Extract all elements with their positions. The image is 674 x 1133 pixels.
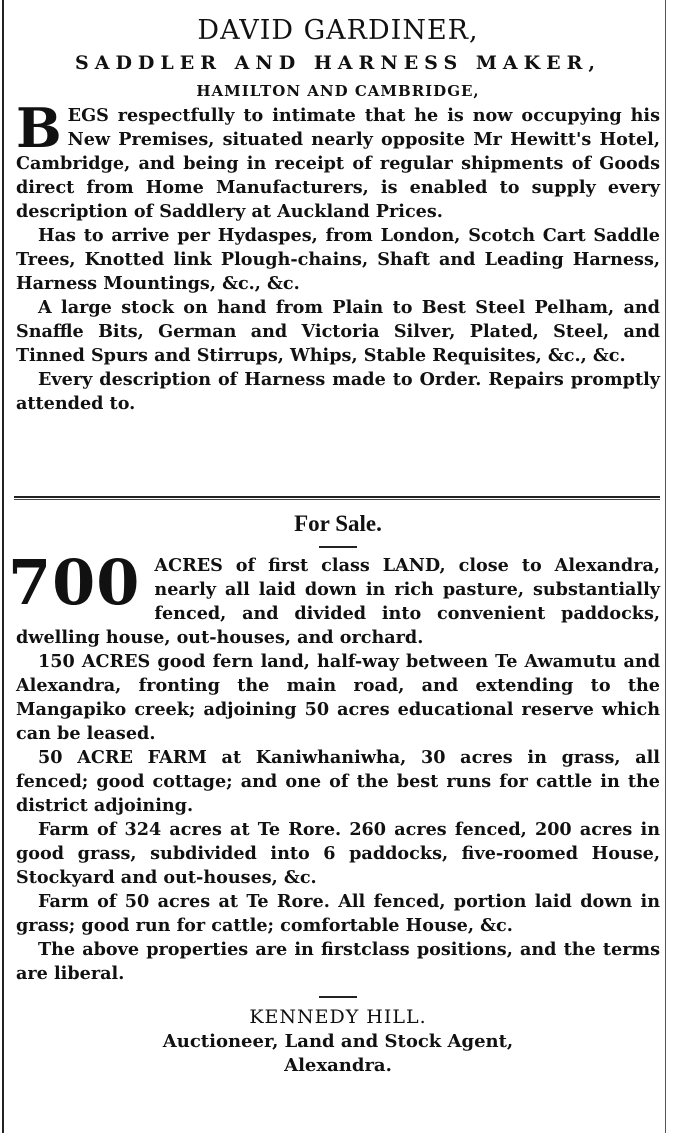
intro-text: EGS respectfully to intimate that he is now occupying his New Premises, situated nearly opposite Mr Hewitt's Hotel, Cambridge, and being in receipt of regular shipments of Goods direct from Home Manufacturers, is enabled to supply every description of Saddlery at Auckland Prices. [16, 105, 660, 222]
section-divider [14, 496, 660, 498]
heading-rule [319, 546, 357, 548]
for-sale-heading: For Sale. [294, 511, 382, 536]
advertiser-trade: SADDLER AND HARNESS MAKER, [74, 52, 601, 74]
drop-cap-letter: B [16, 96, 62, 160]
saddler-advertisement [16, 14, 660, 416]
agent-location: Alexandra. [284, 1055, 392, 1076]
listing-700-acres [8, 546, 660, 650]
listing-50-acres-te-rore: Farm of 50 acres at Te Rore. All fenced, portion laid down in grass; good run for cattle; comfortable House, &c. [16, 891, 660, 936]
signature-rule [319, 996, 357, 998]
drop-cap-number: 700 [8, 546, 141, 619]
listing-50-acre-farm: 50 ACRE FARM at Kaniwhaniwha, 30 acres in grass, all fenced; good cottage; and one of the best runs for cattle in the district adjoining. [16, 747, 660, 816]
advertiser-name: DAVID GARDINER, [197, 15, 479, 46]
listing-324-acres: Farm of 324 acres at Te Rore. 260 acres fenced, 200 acres in good grass, subdivided into 6 paddocks, five-roomed House, Stockyard and out-houses, &c. [16, 819, 660, 888]
advertiser-location: HAMILTON AND CAMBRIDGE, [196, 82, 480, 100]
listing-700-text: ACRES of first class LAND, close to Alexandra, nearly all laid down in rich pasture, substantially fenced, and divided into convenient paddocks, dwelling house, out-houses, and orchard. [16, 555, 660, 648]
agent-name: KENNEDY HILL. [249, 1006, 427, 1028]
for-sale-advertisement [8, 508, 660, 1078]
ad-paragraph-stock: A large stock on hand from Plain to Best Steel Pelham, and Snaffle Bits, German and Victoria Silver, Plated, Steel, and Tinned Spurs and Stirrups, Whips, Stable Requisites, &c., &c. [16, 297, 660, 366]
ad-paragraph-arrivals: Has to arrive per Hydaspes, from London, Scotch Cart Saddle Trees, Knotted link Plough-chains, Shaft and Leading Harness, Harness Mountings, &c., &c. [16, 225, 660, 294]
agent-title: Auctioneer, Land and Stock Agent, [162, 1031, 514, 1052]
ad-paragraph-orders: Every description of Harness made to Order. Repairs promptly attended to. [16, 369, 660, 414]
column-rule-right [665, 0, 666, 1133]
ad-paragraph-intro [16, 96, 660, 224]
section-divider-thin [14, 499, 660, 500]
listing-150-acres: 150 ACRES good fern land, half-way between Te Awamutu and Alexandra, fronting the main road, and extending to the Mangapiko creek; adjoining 50 acres educational reserve which can be leased. [16, 651, 660, 744]
column-rule-left [2, 0, 4, 1133]
terms-paragraph: The above properties are in firstclass positions, and the terms are liberal. [16, 939, 660, 984]
